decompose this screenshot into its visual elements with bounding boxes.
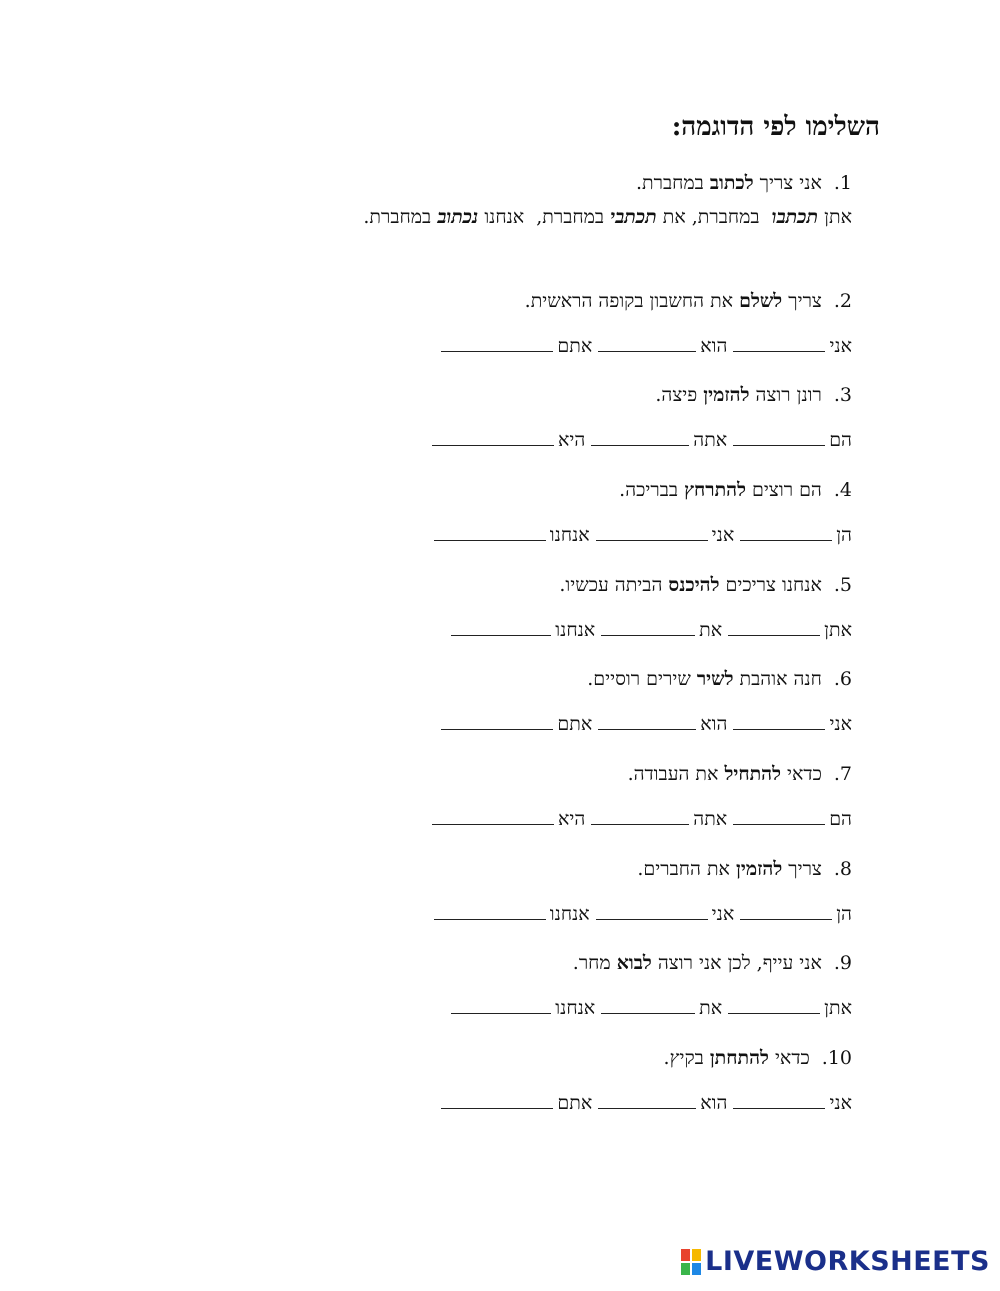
item-number: 1.: [833, 172, 852, 194]
answer-blank-input[interactable]: [434, 539, 546, 541]
answer-blank-input[interactable]: [432, 444, 554, 446]
liveworksheets-logo: LIVE WORKSHEETS: [681, 1246, 990, 1277]
pronoun-label: את: [699, 619, 723, 641]
verb-infinitive: להזמין: [736, 858, 783, 880]
answer-row: [445, 619, 852, 642]
example-fill-word: נכתוב: [437, 206, 479, 228]
answer-blank-input[interactable]: [591, 823, 689, 825]
logo-square-icon: [692, 1249, 701, 1261]
pronoun-label: אתם: [557, 335, 593, 357]
example-fill-word: תכתבו: [771, 206, 819, 228]
question-sentence: 2.צריך לשלם את החשבון בקופה הראשית.: [524, 290, 852, 312]
answer-blank-input[interactable]: [598, 728, 696, 730]
answer-blank-input[interactable]: [434, 918, 546, 920]
answer-blank-input[interactable]: [601, 1012, 695, 1014]
answer-blank-input[interactable]: [728, 634, 820, 636]
pronoun-label: אני: [829, 335, 852, 357]
answer-blank-input[interactable]: [596, 918, 708, 920]
logo-square-icon: [692, 1263, 701, 1275]
example-text: אתן: [818, 206, 852, 228]
pronoun-label: אני: [711, 903, 735, 925]
item-number: 9.: [833, 952, 852, 974]
item-number: 2.: [833, 290, 852, 312]
answer-blank-input[interactable]: [733, 823, 825, 825]
answer-blank-input[interactable]: [591, 444, 689, 446]
answer-blank-input[interactable]: [441, 728, 553, 730]
pronoun-label: אני: [711, 524, 735, 546]
answer-blank-input[interactable]: [733, 728, 825, 730]
verb-infinitive: להתחיל: [724, 763, 781, 785]
pronoun-label: הוא: [700, 713, 728, 735]
example-text: במחברת.: [363, 206, 438, 228]
verb-infinitive: לכתוב: [709, 172, 754, 194]
example-text: במחברת, את: [656, 206, 772, 228]
answer-row: [428, 903, 852, 926]
pronoun-label: הוא: [700, 335, 728, 357]
pronoun-label: אתן: [824, 619, 852, 641]
pronoun-label: הוא: [700, 1092, 728, 1114]
verb-infinitive: להתרחץ: [684, 479, 746, 501]
pronoun-label: את: [699, 997, 723, 1019]
worksheet-title: השלימו לפי הדוגמה:: [671, 112, 880, 142]
pronoun-label: הם: [829, 808, 852, 830]
verb-infinitive: לשיר: [696, 668, 734, 690]
pronoun-label: הן: [836, 524, 852, 546]
verb-infinitive: לבוא: [616, 952, 652, 974]
pronoun-label: הן: [836, 903, 852, 925]
answer-blank-input[interactable]: [733, 444, 825, 446]
example-answer: [363, 206, 852, 229]
answer-blank-input[interactable]: [733, 1107, 825, 1109]
answer-blank-input[interactable]: [728, 1012, 820, 1014]
verb-infinitive: להתחתן: [709, 1047, 769, 1069]
answer-blank-input[interactable]: [451, 634, 551, 636]
pronoun-label: אתם: [557, 1092, 593, 1114]
answer-blank-input[interactable]: [601, 634, 695, 636]
answer-blank-input[interactable]: [451, 1012, 551, 1014]
pronoun-label: אתם: [557, 713, 593, 735]
question-sentence: 7.כדאי להתחיל את העבודה.: [627, 763, 852, 785]
item-number: 4.: [833, 479, 852, 501]
question-sentence: 6.חנה אוהבת לשיר שירים רוסיים.: [587, 668, 852, 690]
answer-blank-input[interactable]: [598, 350, 696, 352]
answer-row: [426, 808, 852, 831]
answer-row: [428, 524, 852, 547]
answer-blank-input[interactable]: [441, 1107, 553, 1109]
pronoun-label: היא: [557, 808, 586, 830]
answer-blank-input[interactable]: [733, 350, 825, 352]
pronoun-label: אני: [829, 713, 852, 735]
logo-mark-icon: [681, 1249, 701, 1275]
answer-row: [435, 713, 852, 736]
example-sentence: 1.אני צריך לכתוב במחברת.: [635, 172, 852, 194]
example-fill-word: תכתבי: [610, 206, 657, 228]
question-sentence: 10.כדאי להתחתן בקיץ.: [663, 1047, 852, 1069]
answer-row: [426, 429, 852, 452]
verb-infinitive: להזמין: [703, 384, 750, 406]
item-number: 6.: [833, 668, 852, 690]
item-number: 7.: [833, 763, 852, 785]
logo-square-icon: [681, 1263, 690, 1275]
pronoun-label: אני: [829, 1092, 852, 1114]
question-sentence: 8.צריך להזמין את החברים.: [637, 858, 852, 880]
question-sentence: 3.רונן רוצה להזמין פיצה.: [655, 384, 852, 406]
item-number: 8.: [833, 858, 852, 880]
pronoun-label: אתה: [693, 429, 728, 451]
pronoun-label: אנחנו: [549, 903, 590, 925]
pronoun-label: היא: [557, 429, 586, 451]
answer-blank-input[interactable]: [441, 350, 553, 352]
answer-row: [435, 335, 852, 358]
item-number: 5.: [833, 574, 852, 596]
question-sentence: 5.אנחנו צריכים להיכנס הביתה עכשיו.: [559, 574, 852, 596]
item-number: 3.: [833, 384, 852, 406]
pronoun-label: הם: [829, 429, 852, 451]
verb-infinitive: לשלם: [739, 290, 783, 312]
pronoun-label: אנחנו: [555, 997, 596, 1019]
answer-row: [435, 1092, 852, 1115]
question-sentence: 9.אני עייף, לכן אני רוצה לבוא מחר.: [572, 952, 852, 974]
logo-square-icon: [681, 1249, 690, 1261]
example-text: במחברת, אנחנו: [478, 206, 611, 228]
item-number: 10.: [821, 1047, 852, 1069]
answer-blank-input[interactable]: [596, 539, 708, 541]
pronoun-label: אתה: [693, 808, 728, 830]
answer-blank-input[interactable]: [740, 539, 832, 541]
answer-blank-input[interactable]: [598, 1107, 696, 1109]
verb-infinitive: להיכנס: [668, 574, 720, 596]
pronoun-label: אנחנו: [555, 619, 596, 641]
question-sentence: 4.הם רוצים להתרחץ בבריכה.: [619, 479, 852, 501]
answer-blank-input[interactable]: [432, 823, 554, 825]
pronoun-label: אנחנו: [549, 524, 590, 546]
pronoun-label: אתן: [824, 997, 852, 1019]
answer-blank-input[interactable]: [740, 918, 832, 920]
answer-row: [445, 997, 852, 1020]
